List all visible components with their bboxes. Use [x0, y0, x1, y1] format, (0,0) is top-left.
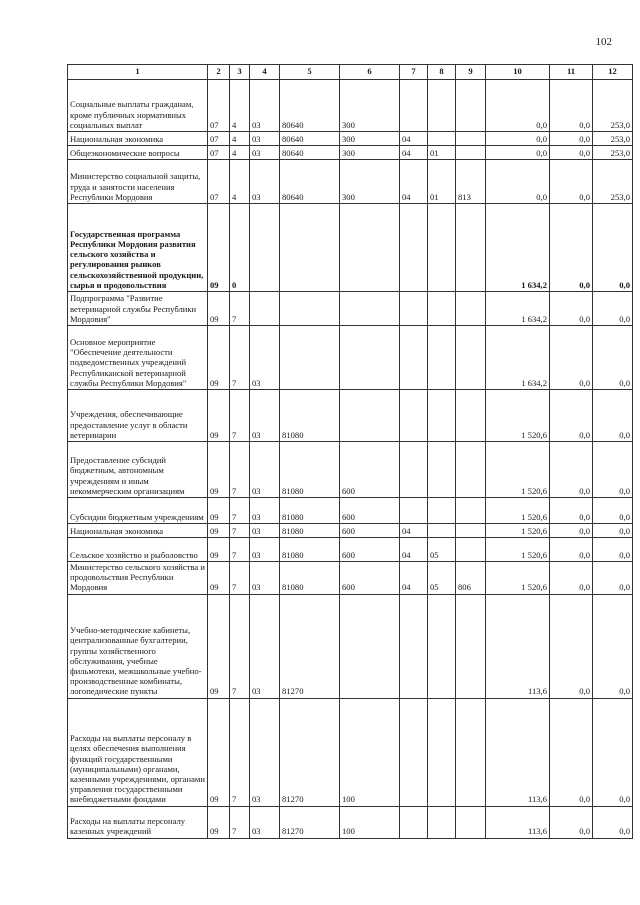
- amount-cell: 0,0: [550, 326, 593, 390]
- amount-cell: 1 634,2: [486, 292, 550, 326]
- subsection-cell: 7: [230, 390, 250, 442]
- ministry-code-cell: 806: [456, 562, 486, 595]
- section-cell: 07: [208, 160, 230, 204]
- section-cell: 09: [208, 204, 230, 292]
- program-cell: [250, 204, 280, 292]
- subsection-cell: 4: [230, 160, 250, 204]
- amount-cell: 1 634,2: [486, 326, 550, 390]
- expense-type-cell: 300: [340, 160, 400, 204]
- section-code-cell: 04: [400, 146, 428, 160]
- table-row: [68, 538, 633, 562]
- section-code-cell: [400, 698, 428, 806]
- section-cell: 09: [208, 538, 230, 562]
- table-row: [68, 292, 633, 326]
- section-cell: 09: [208, 292, 230, 326]
- amount-cell: 0,0: [593, 442, 633, 498]
- program-cell: 03: [250, 160, 280, 204]
- subsection-code-cell: [428, 204, 456, 292]
- target-article-cell: 81270: [280, 594, 340, 698]
- table-row: [68, 146, 633, 160]
- amount-cell: 0,0: [550, 698, 593, 806]
- amount-cell: 0,0: [593, 498, 633, 524]
- expense-type-cell: [340, 326, 400, 390]
- target-article-cell: 81080: [280, 562, 340, 595]
- header-cell: 5: [280, 65, 340, 80]
- amount-cell: 0,0: [550, 524, 593, 538]
- expense-type-cell: 300: [340, 146, 400, 160]
- amount-cell: 113,6: [486, 806, 550, 838]
- amount-cell: 0,0: [550, 594, 593, 698]
- subsection-cell: 7: [230, 698, 250, 806]
- subsection-cell: 7: [230, 594, 250, 698]
- amount-cell: 0,0: [550, 390, 593, 442]
- expense-type-cell: [340, 594, 400, 698]
- row-name-cell: Расходы на выплаты персоналу казенных учреждений: [68, 806, 208, 838]
- amount-cell: 0,0: [550, 160, 593, 204]
- expense-type-cell: 600: [340, 562, 400, 595]
- section-code-cell: 04: [400, 160, 428, 204]
- program-cell: 03: [250, 524, 280, 538]
- section-code-cell: [400, 594, 428, 698]
- row-name-cell: Субсидии бюджетным учреждениям: [68, 498, 208, 524]
- ministry-code-cell: [456, 498, 486, 524]
- header-cell: 1: [68, 65, 208, 80]
- expense-type-cell: 600: [340, 498, 400, 524]
- row-name-cell: Учебно-методические кабинеты, централизованные бухгалтерии, группы хозяйственного обслуживания, учебные фильмотеки, межшкольные учебно-производственные комбинаты, логопедические пункты: [68, 594, 208, 698]
- program-cell: 03: [250, 698, 280, 806]
- ministry-code-cell: [456, 292, 486, 326]
- amount-cell: 0,0: [550, 292, 593, 326]
- subsection-code-cell: [428, 390, 456, 442]
- target-article-cell: 81270: [280, 698, 340, 806]
- subsection-code-cell: 05: [428, 562, 456, 595]
- subsection-cell: 7: [230, 524, 250, 538]
- amount-cell: 0,0: [593, 524, 633, 538]
- amount-cell: 0,0: [550, 806, 593, 838]
- row-name-cell: Министерство сельского хозяйства и продовольствия Республики Мордовия: [68, 562, 208, 595]
- section-code-cell: [400, 498, 428, 524]
- ministry-code-cell: [456, 326, 486, 390]
- subsection-code-cell: [428, 806, 456, 838]
- subsection-cell: 4: [230, 146, 250, 160]
- row-name-cell: Сельское хозяйство и рыболовство: [68, 538, 208, 562]
- expense-type-cell: 600: [340, 442, 400, 498]
- section-code-cell: [400, 442, 428, 498]
- header-row: [68, 65, 633, 80]
- section-cell: 09: [208, 594, 230, 698]
- table-row: [68, 806, 633, 838]
- row-name-cell: Общеэкономические вопросы: [68, 146, 208, 160]
- ministry-code-cell: [456, 524, 486, 538]
- amount-cell: 253,0: [593, 160, 633, 204]
- section-code-cell: [400, 204, 428, 292]
- program-cell: 03: [250, 132, 280, 146]
- target-article-cell: 80640: [280, 160, 340, 204]
- subsection-code-cell: [428, 326, 456, 390]
- header-cell: 2: [208, 65, 230, 80]
- amount-cell: 1 520,6: [486, 390, 550, 442]
- subsection-code-cell: 01: [428, 160, 456, 204]
- ministry-code-cell: [456, 146, 486, 160]
- ministry-code-cell: [456, 806, 486, 838]
- amount-cell: 0,0: [486, 132, 550, 146]
- expense-type-cell: 600: [340, 524, 400, 538]
- amount-cell: 0,0: [550, 146, 593, 160]
- subsection-cell: 7: [230, 538, 250, 562]
- subsection-cell: 7: [230, 498, 250, 524]
- target-article-cell: 81270: [280, 806, 340, 838]
- expense-type-cell: [340, 204, 400, 292]
- subsection-code-cell: [428, 594, 456, 698]
- row-name-cell: Министерство социальной защиты, труда и занятости населения Республики Мордовия: [68, 160, 208, 204]
- table-row: [68, 132, 633, 146]
- row-name-cell: Государственная программа Республики Мордовия развития сельского хозяйства и регулирования рынков сельскохозяйственной продукции, сырья и продовольствия: [68, 204, 208, 292]
- subsection-code-cell: 01: [428, 146, 456, 160]
- subsection-code-cell: [428, 442, 456, 498]
- section-cell: 09: [208, 390, 230, 442]
- subsection-cell: 7: [230, 806, 250, 838]
- target-article-cell: [280, 292, 340, 326]
- ministry-code-cell: [456, 442, 486, 498]
- amount-cell: 0,0: [550, 132, 593, 146]
- target-article-cell: 81080: [280, 524, 340, 538]
- budget-table: [67, 64, 633, 839]
- amount-cell: 253,0: [593, 132, 633, 146]
- row-name-cell: Предоставление субсидий бюджетным, автономным учреждениям и иным некоммерческим организациям: [68, 442, 208, 498]
- amount-cell: 0,0: [593, 698, 633, 806]
- table-row: [68, 80, 633, 132]
- subsection-cell: 7: [230, 442, 250, 498]
- target-article-cell: 80640: [280, 80, 340, 132]
- subsection-cell: 4: [230, 132, 250, 146]
- table-row: [68, 594, 633, 698]
- amount-cell: 1 520,6: [486, 498, 550, 524]
- header-cell: 8: [428, 65, 456, 80]
- subsection-code-cell: [428, 498, 456, 524]
- section-cell: 09: [208, 562, 230, 595]
- expense-type-cell: [340, 292, 400, 326]
- section-cell: 09: [208, 326, 230, 390]
- subsection-cell: 0: [230, 204, 250, 292]
- amount-cell: 0,0: [550, 442, 593, 498]
- amount-cell: 0,0: [593, 292, 633, 326]
- subsection-code-cell: [428, 292, 456, 326]
- table-row: [68, 562, 633, 595]
- amount-cell: 0,0: [593, 594, 633, 698]
- header-cell: 4: [250, 65, 280, 80]
- subsection-code-cell: [428, 132, 456, 146]
- target-article-cell: 80640: [280, 132, 340, 146]
- target-article-cell: 81080: [280, 390, 340, 442]
- subsection-code-cell: [428, 80, 456, 132]
- amount-cell: 0,0: [593, 562, 633, 595]
- section-code-cell: 04: [400, 562, 428, 595]
- table-row: [68, 442, 633, 498]
- amount-cell: 113,6: [486, 594, 550, 698]
- subsection-cell: 4: [230, 80, 250, 132]
- amount-cell: 0,0: [550, 562, 593, 595]
- table-row: [68, 524, 633, 538]
- target-article-cell: 81080: [280, 498, 340, 524]
- subsection-code-cell: [428, 698, 456, 806]
- expense-type-cell: 100: [340, 806, 400, 838]
- section-cell: 09: [208, 442, 230, 498]
- program-cell: 03: [250, 498, 280, 524]
- amount-cell: 0,0: [550, 80, 593, 132]
- row-name-cell: Национальная экономика: [68, 132, 208, 146]
- program-cell: 03: [250, 442, 280, 498]
- program-cell: 03: [250, 538, 280, 562]
- amount-cell: 0,0: [593, 204, 633, 292]
- header-cell: 7: [400, 65, 428, 80]
- subsection-code-cell: [428, 524, 456, 538]
- amount-cell: 0,0: [486, 160, 550, 204]
- amount-cell: 253,0: [593, 146, 633, 160]
- table-row: [68, 204, 633, 292]
- target-article-cell: [280, 326, 340, 390]
- header-cell: 10: [486, 65, 550, 80]
- table-row: [68, 160, 633, 204]
- header-cell: 9: [456, 65, 486, 80]
- amount-cell: 0,0: [593, 390, 633, 442]
- amount-cell: 0,0: [486, 146, 550, 160]
- section-code-cell: 04: [400, 538, 428, 562]
- row-name-cell: Национальная экономика: [68, 524, 208, 538]
- ministry-code-cell: 813: [456, 160, 486, 204]
- amount-cell: 0,0: [593, 538, 633, 562]
- section-cell: 07: [208, 80, 230, 132]
- amount-cell: 1 520,6: [486, 538, 550, 562]
- header-cell: 11: [550, 65, 593, 80]
- expense-type-cell: 600: [340, 538, 400, 562]
- section-code-cell: [400, 326, 428, 390]
- ministry-code-cell: [456, 594, 486, 698]
- table-row: [68, 698, 633, 806]
- amount-cell: 1 520,6: [486, 524, 550, 538]
- ministry-code-cell: [456, 538, 486, 562]
- ministry-code-cell: [456, 132, 486, 146]
- section-cell: 07: [208, 132, 230, 146]
- row-name-cell: Расходы на выплаты персоналу в целях обеспечения выполнения функций государственными (муниципальными) органами, казенными учреждениями, органами управления государственными внебюджетными фондами: [68, 698, 208, 806]
- amount-cell: 113,6: [486, 698, 550, 806]
- header-cell: 6: [340, 65, 400, 80]
- subsection-code-cell: 05: [428, 538, 456, 562]
- amount-cell: 0,0: [593, 806, 633, 838]
- section-code-cell: [400, 390, 428, 442]
- program-cell: 03: [250, 326, 280, 390]
- target-article-cell: 81080: [280, 442, 340, 498]
- ministry-code-cell: [456, 390, 486, 442]
- row-name-cell: Социальные выплаты гражданам, кроме публичных нормативных социальных выплат: [68, 80, 208, 132]
- amount-cell: 253,0: [593, 80, 633, 132]
- program-cell: 03: [250, 562, 280, 595]
- amount-cell: 1 520,6: [486, 442, 550, 498]
- table-row: [68, 498, 633, 524]
- amount-cell: 0,0: [550, 498, 593, 524]
- subsection-cell: 7: [230, 562, 250, 595]
- section-cell: 09: [208, 524, 230, 538]
- amount-cell: 1 634,2: [486, 204, 550, 292]
- header-cell: 12: [593, 65, 633, 80]
- amount-cell: 0,0: [550, 538, 593, 562]
- section-cell: 09: [208, 698, 230, 806]
- program-cell: 03: [250, 80, 280, 132]
- table-row: [68, 326, 633, 390]
- section-code-cell: [400, 80, 428, 132]
- table-row: [68, 390, 633, 442]
- target-article-cell: [280, 204, 340, 292]
- section-code-cell: [400, 292, 428, 326]
- row-name-cell: Основное мероприятие "Обеспечение деятельности подведомственных учреждений Республиканской ветеринарной службы Республики Мордовия": [68, 326, 208, 390]
- target-article-cell: 81080: [280, 538, 340, 562]
- row-name-cell: Учреждения, обеспечивающие предоставление услуг в области ветеринарии: [68, 390, 208, 442]
- page-number: 102: [595, 36, 612, 48]
- section-code-cell: [400, 806, 428, 838]
- section-cell: 09: [208, 498, 230, 524]
- program-cell: 03: [250, 146, 280, 160]
- amount-cell: 0,0: [486, 80, 550, 132]
- expense-type-cell: 300: [340, 132, 400, 146]
- section-cell: 07: [208, 146, 230, 160]
- amount-cell: 0,0: [593, 326, 633, 390]
- section-code-cell: 04: [400, 132, 428, 146]
- subsection-cell: 7: [230, 326, 250, 390]
- amount-cell: 0,0: [550, 204, 593, 292]
- program-cell: 03: [250, 390, 280, 442]
- section-code-cell: 04: [400, 524, 428, 538]
- program-cell: [250, 292, 280, 326]
- expense-type-cell: 100: [340, 698, 400, 806]
- expense-type-cell: [340, 390, 400, 442]
- expense-type-cell: 300: [340, 80, 400, 132]
- amount-cell: 1 520,6: [486, 562, 550, 595]
- program-cell: 03: [250, 806, 280, 838]
- ministry-code-cell: [456, 698, 486, 806]
- ministry-code-cell: [456, 204, 486, 292]
- subsection-cell: 7: [230, 292, 250, 326]
- header-cell: 3: [230, 65, 250, 80]
- row-name-cell: Подпрограмма "Развитие ветеринарной службы Республики Мордовия": [68, 292, 208, 326]
- program-cell: 03: [250, 594, 280, 698]
- target-article-cell: 80640: [280, 146, 340, 160]
- section-cell: 09: [208, 806, 230, 838]
- ministry-code-cell: [456, 80, 486, 132]
